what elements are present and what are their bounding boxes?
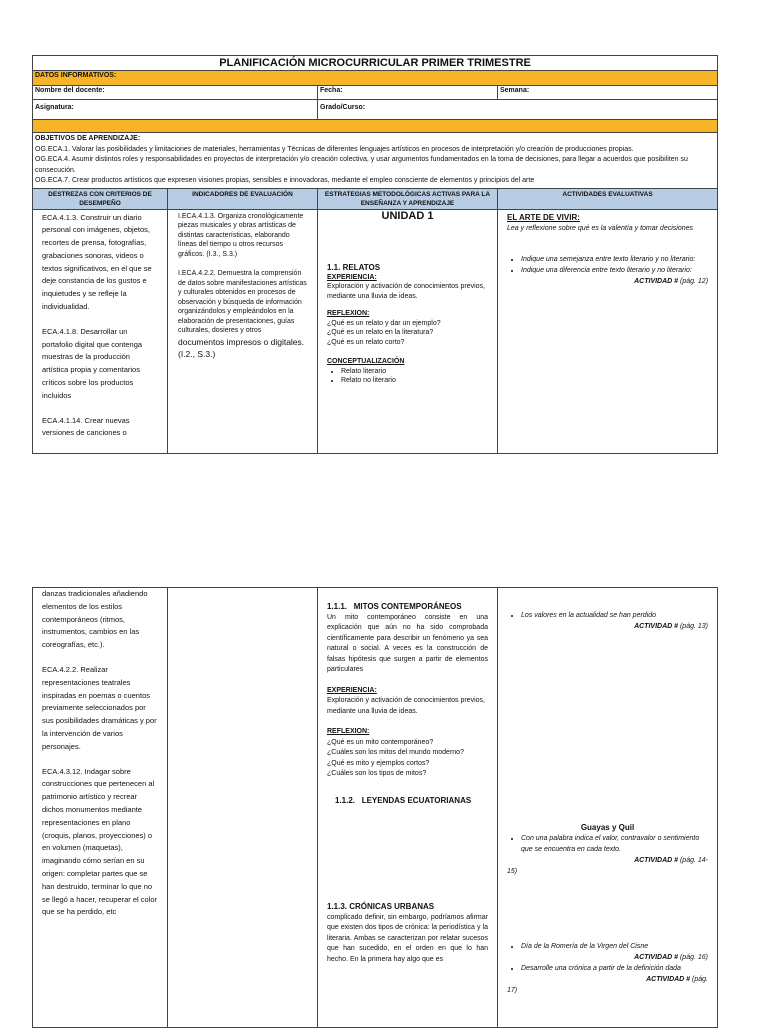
col-header-strategies: ESTRATEGIAS METODOLÓGICAS ACTIVAS PARA LA ENSEÑANZA Y APRENDIZAJE	[318, 188, 498, 209]
conceptualization-label: CONCEPTUALIZACIÓN	[327, 358, 405, 365]
activity-ref: ACTIVIDAD # (pág. 14-	[634, 857, 708, 864]
planning-page-1	[32, 55, 717, 454]
info-header: DATOS INFORMATIVOS:	[33, 71, 718, 86]
skill-item: ECA.4.1.14. Crear nuevas versiones de canciones o	[42, 415, 130, 438]
orange-separator	[33, 120, 718, 133]
activities-list	[507, 610, 708, 621]
skills-cell	[33, 209, 168, 453]
indicators-cell	[168, 588, 318, 1028]
skill-item: ECA.4.3.12. Indagar sobre construcciones que pertenecen al patrimonio artístico y recrear dichos monumentos mediante representaciones en plano (croquis, planos, proyecciones) o en volumen (maquetas), imaginando cómo serían en su origen: completar partes que se han destruido, terminar lo que no se llegó a hacer, recuperar el color que se ha perdido, etc	[42, 766, 158, 917]
reflection-question: ¿Qué es un mito contemporáneo?	[327, 738, 434, 746]
indicators-cell	[168, 209, 318, 453]
document-title: PLANIFICACIÓN MICROCURRICULAR PRIMER TRIMESTRE	[33, 56, 718, 71]
section-text: Un mito contemporáneo consiste en una explicación que aún no ha sido comprobada científicamente para describir un fenómeno ya sea natural o social. A veces es la construcción de falsas hipótesis que surgen a partir de elementos particulares	[327, 613, 488, 673]
concept-item: • Relato no literario	[341, 376, 488, 386]
objectives-header: OBJETIVOS DE APRENDIZAJE:	[35, 135, 141, 142]
indicator-item: I.ECA.4.2.2. Demuestra la comprensión de datos sobre manifestaciones artísticas y culturales obtenidos en procesos de observación y búsqueda de información organizándolos y empleándolos en la elaboración de presentaciones, guías culturales, dosieres y otros	[178, 270, 307, 334]
reflection-label: REFLEXION:	[327, 728, 370, 735]
skill-item: ECA.4.1.8. Desarrollar un portafolio digital que contenga muestras de la producción artística propia y comentarios críticos sobre los productos incluidos	[42, 326, 143, 400]
activity-ref-cont: 15)	[507, 868, 518, 875]
reflection-label: REFLEXION:	[327, 310, 370, 317]
unit-title: UNIDAD 1	[381, 209, 434, 222]
experience-text: Exploración y activación de conocimientos previos, mediante una lluvia de ideas.	[327, 283, 485, 300]
section-title: 1.1.2. LEYENDAS ECUATORIANAS	[335, 795, 472, 805]
activity-ref-cont: 17)	[507, 987, 518, 994]
reflection-question: ¿Cuáles son los mitos del mundo moderno?	[327, 749, 464, 756]
reflection-question: ¿Qué es un relato corto?	[327, 338, 405, 346]
activities-intro: Lea y reflexione sobre qué es la valentía y tomar decisiones	[507, 224, 693, 232]
objective-3: OG.ECA.7. Crear productos artísticos que expresen visiones propias, sensibles e innovadoras, mediante el empleo consciente de elementos y principios del arte	[35, 177, 535, 184]
experience-label: EXPERIENCIA:	[327, 686, 377, 694]
activity-item: • Los valores en la actualidad se han perdido	[521, 610, 708, 621]
section-text: complicado definir, sin embargo, podríamos afirmar que existen dos tipos de crónica: la periodística y la literaria. Ambas se caracterizan por relatar sucesos que han sucedido, en el orden en que lo han hecho. En la primera hay algo que es	[327, 913, 488, 963]
activities-list	[507, 963, 708, 974]
skills-cell	[33, 588, 168, 1028]
activity-item: • Desarrolle una crónica a partir de la definición dada	[521, 963, 708, 974]
section-title: 1.1.1. MITOS CONTEMPORÁNEOS	[327, 602, 462, 611]
col-header-activities: ACTIVIDADES EVALUATIVAS	[498, 188, 718, 209]
activities-cell	[498, 209, 718, 453]
reflection-question: ¿Qué es mito y ejemplos cortos?	[327, 759, 430, 767]
activity-subtitle: Guayas y Quil	[580, 823, 635, 832]
activity-ref: ACTIVIDAD # (pág. 12)	[634, 277, 709, 285]
reflection-question: ¿Qué es un relato en la literatura?	[327, 329, 434, 336]
subject-field: Asignatura:	[33, 100, 318, 120]
indicator-item: I.ECA.4.1.3. Organiza cronológicamente piezas musicales y obras artísticas de distintas características, elaborando líneas del tiempo u otros recursos gráficos. (I.3., S.3.)	[178, 212, 304, 258]
planning-table-1	[32, 55, 718, 454]
activities-list	[507, 941, 708, 952]
week-field: Semana:	[498, 86, 718, 100]
grade-field: Grado/Curso:	[318, 100, 718, 120]
activity-item: • Indique una semejanza entre texto literario y no literario:	[521, 254, 708, 265]
concept-list	[327, 367, 488, 386]
section-title: 1.1. RELATOS	[327, 263, 381, 272]
experience-text: Exploración y activación de conocimientos previos, mediante una lluvia de ideas.	[327, 697, 485, 715]
activity-ref: ACTIVIDAD # (pág. 13)	[634, 623, 708, 630]
teacher-field: Nombre del docente:	[33, 86, 318, 100]
activities-heading: EL ARTE DE VIVIR:	[507, 212, 580, 222]
objectives-block	[33, 133, 718, 189]
skill-item: ECA.4.1.3. Construir un diario personal con imágenes, objetos, recortes de prensa, fotografías, grabaciones sonoras, videos o textos significativos, en el que se deje constancia de los gustos e inquietudes y se refleje la individualidad.	[42, 212, 152, 312]
col-header-indicators: INDICADORES DE EVALUACIÓN	[168, 188, 318, 209]
reflection-question: ¿Cuáles son los tipos de mitos?	[327, 770, 427, 777]
activity-item: • Día de la Romería de la Virgen del Cisne	[521, 941, 708, 952]
activity-item: • Con una palabra indica el valor, contravalor o sentimiento que se encuentra en cada texto.	[521, 833, 708, 855]
planning-page-2	[32, 587, 717, 1028]
date-field: Fecha:	[318, 86, 498, 100]
section-title: 1.1.3. CRÓNICAS URBANAS	[327, 902, 435, 911]
objective-2: OG.ECA.4. Asumir distintos roles y responsabilidades en proyectos de interpretación y/o creación colectiva, y usar argumentos fundamentados en la toma de decisiones, para llegar a acuerdos que posibiliten su consecución.	[35, 156, 688, 174]
objective-1: OG.ECA.1. Valorar las posibilidades y limitaciones de materiales, herramientas y Técnicas de diferentes lenguajes artísticos en procesos de interpretación y/o creación de producciones propias.	[35, 145, 634, 153]
activity-item: • Indique una diferencia entre texto literario y no literario:	[521, 265, 708, 276]
skill-item: ECA.4.2.2. Realizar representaciones teatrales inspiradas en poemas o cuentos previamente seleccionados por sus posibilidades dramáticas y por la intervención de varios personajes.	[42, 664, 157, 751]
activities-list	[507, 254, 708, 276]
skill-item: danzas tradicionales añadiendo elementos de los estilos contemporáneos (ritmos, instrumentos, cambios en las coreografías, etc.).	[42, 589, 148, 650]
strategies-cell	[318, 588, 498, 1028]
strategies-cell	[318, 209, 498, 453]
experience-label: EXPERIENCIA:	[327, 273, 377, 281]
concept-item: • Relato literario	[341, 367, 488, 377]
activity-ref: ACTIVIDAD # (pág. 16)	[634, 954, 708, 961]
indicator-item: documentos impresos o digitales. (I.2., S.3.)	[178, 336, 305, 359]
planning-table-2	[32, 587, 718, 1028]
reflection-question: ¿Qué es un relato y dar un ejemplo?	[327, 319, 441, 327]
activities-cell	[498, 588, 718, 1028]
activities-list	[507, 833, 708, 855]
activity-ref: ACTIVIDAD # (pág.	[646, 976, 708, 983]
col-header-skills: DESTREZAS CON CRITERIOS DE DESEMPEÑO	[33, 188, 168, 209]
